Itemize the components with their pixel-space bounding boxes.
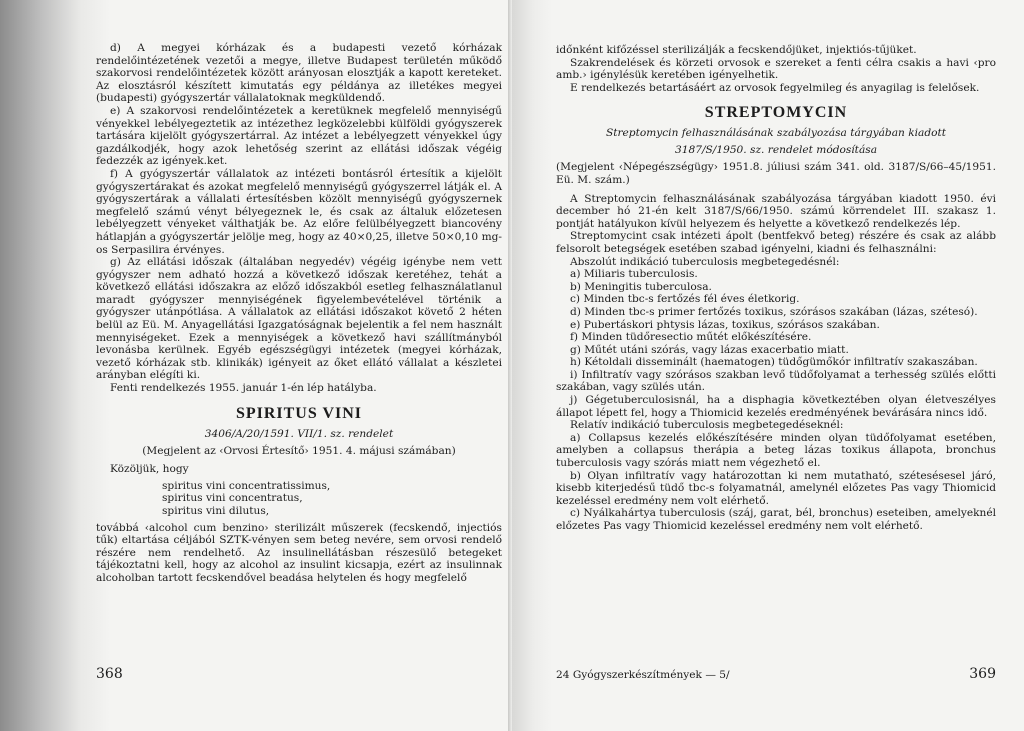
body-paragraph: A Streptomycin felhasználásának szabályozása tárgyában kiadott 1950. évi december hó 21-én kelt 3187/S/66/1950. számú körrendelet III. szakasz 1. pontját hatályukon kívül helyezem és helyette a következő rendelkezés lép. xyxy=(556,192,996,230)
indication-item: j) Gégetuberculosisnál, ha a disphagia következtében olyan életveszélyes állapot lépett fel, hogy a Thiomicid kezelés eredményének bevárására nincs idő. xyxy=(556,394,996,419)
indication-item: f) Minden tüdőresectio műtét előkészítésére. xyxy=(570,331,812,344)
subtitle-line: Streptomycin felhasználásának szabályozása tárgyában kiadott xyxy=(605,127,947,140)
intro-text: Közöljük, hogy xyxy=(110,463,189,476)
subtitle-line: 3187/S/1950. sz. rendelet módosítása xyxy=(674,144,878,157)
indication-item: e) Pubertáskori phtysis lázas, toxikus, szórásos szakában. xyxy=(570,318,880,331)
indication-item: a) Miliaris tuberculosis. xyxy=(570,268,698,281)
relative-item: a) Collapsus kezelés előkészítésére minden olyan tüdőfolyamat esetében, amelyben a collapsus therápia a beteg lázas toxikus állapota, bronchus tuberculosis vagy szórás miatt nem végezhető el. xyxy=(556,431,996,470)
signature-mark: 24 Gyógyszerkészítmények — 5/ xyxy=(556,669,730,681)
relative-item: c) Nyálkahártya tuberculosis (száj, garat, bél, bronchus) eseteiben, amelyeknél előzetes Pas vagy Thiomicid kezeléssel eredmény nem volt elérhető. xyxy=(556,507,996,532)
spiritus-list xyxy=(162,480,502,518)
indication-item: g) Műtét utáni szórás, vagy lázas exacerbatio miatt. xyxy=(570,343,849,356)
publication-note: (Megjelent az ‹Orvosi Értesítő› 1951. 4. májusi számában) xyxy=(142,444,456,457)
list-item: spiritus vini dilutus, xyxy=(162,505,270,517)
top-paragraph: Szakrendelések és körzeti orvosok e szereket a fenti célra csakis a havi ‹pro amb.› igénylésük keretében igényelhetik. xyxy=(556,56,996,82)
page-number-right: 369 xyxy=(969,666,996,682)
relative-item: b) Olyan infiltratív vagy határozottan ki nem mutatható, szétesésesel járó, kisebb kiterjedésű tüdő tbc-s folyamatnál, amelynél előzetes Pas vagy Thiomicid kezeléssel eredmény nem volt elérhető. xyxy=(556,469,996,507)
closing-paragraph: továbbá ‹alcohol cum benzino› sterilizált műszerek (fecskendő, injectiós tűk) eltartása céljából SZTK-vényen sem beteg nevére, sem orvosi rendelő részére nem rendelhető. Az insulinellátásban részesülő betegeket tájékoztatni kell, hogy az alcohol az insulint kicsapja, ezért az insulinnak alcoholban tartott fecskendővel beadása helytelen és hogy megfelelő xyxy=(96,521,502,584)
paragraph-g: g) Az ellátási időszak (általában negyedév) végéig igénybe nem vett gyógyszer nem adható hozzá a következő időszak keretéhez, tehát a következő ellátási időszakra az előző időszakból esetleg felhasználatlanul maradt gyógyszer mennyiségének figyelembevételével történik a gyógyszer utánpótlása. A vállalatok az ellátási időszakot követő 2 héten belül az Eü. M. Anyagellátási Igazgatóságnak bejelentik a fel nem használt mennyiségeket. Ezek a mennyiségek a következő havi szállítmányból levonásba kerülnek. Egyéb egészségügyi intézetek (megyei kórházak, vezető kórházak stb. klinikák) igényeit az őket ellátó vállalat a készletei arányban elégíti ki. xyxy=(96,256,502,382)
indication-item: b) Meningitis tuberculosa. xyxy=(570,280,712,293)
decree-number: 3406/A/20/1591. VII/1. sz. rendelet xyxy=(204,427,394,440)
indication-item: i) Infiltratív vagy szórásos szakban levő tüdőfolyamat a terhesség szülés előtti szakában, vagy szülés után. xyxy=(556,368,996,394)
indication-item: d) Minden tbc-s primer fertőzés toxikus, szórásos szakában (lázas, szétesó). xyxy=(570,305,978,318)
top-paragraph: E rendelkezés betartásáért az orvosok fegyelmileg és anyagilag is felelősek. xyxy=(570,81,980,94)
body-paragraph: Streptomycint csak intézeti ápolt (bentfekvő beteg) részére és csak az alább felsorolt betegségek esetében szabad igényelni, kiadni és felhasználni: xyxy=(556,230,996,255)
paragraph-d: d) A megyei kórházak és a budapesti vezető kórházak rendelőintézetének vezetői a megye, illetve Budapest területén működő szakorvosi rendelőintézetek között arányosan elosztják a kapott kereteket. Az elosztásról készített kimutatás egy példánya az illetékes megyei (budapesti) gyógyszertár vállalatoknak megküldendő. xyxy=(96,42,502,105)
publication-note: (Megjelent ‹Népegészségügy› 1951.8. júliusi szám 341. old. 3187/S/66–45/1951. Eü. M. szám.) xyxy=(556,161,996,186)
list-item: spiritus vini concentratus, xyxy=(162,492,303,505)
section-heading-spiritus: SPIRITUS VINI xyxy=(235,404,363,422)
effective-date: Fenti rendelkezés 1955. január 1-én lép hatályba. xyxy=(110,382,377,395)
body-paragraph: Abszolút indikáció tuberculosis megbetegedésnél: xyxy=(570,255,840,268)
right-page xyxy=(512,0,1024,731)
top-paragraph: időnként kifőzéssel sterilizálják a fecskendőjüket, injektiós-tűjüket. xyxy=(556,44,917,56)
relative-intro: Relatív indikáció tuberculosis megbetegedéseknél: xyxy=(570,419,844,432)
paragraph-f: f) A gyógyszertár vállalatok az intézeti bontásról értesítik a kijelölt gyógyszertárakat és azokat megfelelő mennyiségű gyógyszerrel látják el. A gyógyszertárak a vállalati értesítésben közölt mennyiségű gyógyszernek megfelelő számú vényt bélyegeznek le, és csak az általuk előzetesen lebélyegzett vényeket válthatják be. Az előre felülbélyegzett biancovény hátlapján a gyógyszertár jelölje meg, hogy az 40×0,25, illetve 50×0,10 mg-os Serpasilira érvényes. xyxy=(96,167,502,256)
indication-item: c) Minden tbc-s fertőzés fél éves életkorig. xyxy=(570,293,800,306)
paragraph-e: e) A szakorvosi rendelőintézetek a keretüknek megfelelő mennyiségű vényekkel lebélyegeztetik az intézethez legközelebbi külföldi gyógyszerek tartására kijelölt gyógyszertárral. Az intézet a lebélyegzett vényekkel úgy gazdálkodjék, hogy azok lehetőség szerint az ellátási időszak végéig fedezzék az igények.ket. xyxy=(96,104,502,168)
indication-item: h) Kétoldali disseminált (haematogen) tüdőgümőkór infiltratív szakaszában. xyxy=(570,356,978,369)
section-heading-streptomycin: STREPTOMYCIN xyxy=(704,104,848,122)
list-item: spiritus vini concentratissimus, xyxy=(162,479,331,492)
page-number-left: 368 xyxy=(96,666,123,682)
